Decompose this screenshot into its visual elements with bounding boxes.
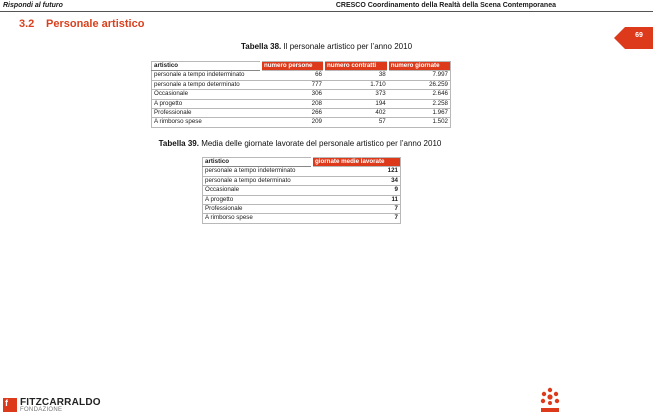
table39-caption-text: Media delle giornate lavorate del personale artistico per l’anno 2010 xyxy=(198,139,442,148)
table38-caption-text: Il personale artistico per l’anno 2010 xyxy=(281,42,413,51)
cell-value: 777 xyxy=(261,80,324,89)
row-label: personale a tempo indeterminato xyxy=(152,71,262,80)
table39-col-header: giornate medie lavorate xyxy=(312,158,401,167)
table39 xyxy=(202,157,401,224)
table38-col-header: artistico xyxy=(152,62,262,71)
table38-header-row xyxy=(152,62,451,71)
section-heading xyxy=(19,18,144,30)
row-label: Professionale xyxy=(203,205,313,214)
cell-value: 1.710 xyxy=(324,80,388,89)
cell-value: 209 xyxy=(261,118,324,127)
header-right-title: CRESCO Coordinamento della Realtà della Scena Contemporanea xyxy=(335,2,556,9)
table-row xyxy=(203,195,401,204)
fitzcarraldo-sub: FONDAZIONE xyxy=(20,407,63,413)
fitzcarraldo-mark-icon: f xyxy=(3,398,17,412)
table39-col-header: artistico xyxy=(203,158,313,167)
table38-col-header: numero giornate xyxy=(388,62,451,71)
cell-value: 57 xyxy=(324,118,388,127)
table-row xyxy=(152,99,451,108)
row-label: A rimborso spese xyxy=(203,214,313,223)
row-label: Occasionale xyxy=(152,90,262,99)
cell-value: 11 xyxy=(312,195,401,204)
table-row xyxy=(152,118,451,127)
table-row xyxy=(152,80,451,89)
row-label: Professionale xyxy=(152,109,262,118)
cell-value: 1.967 xyxy=(388,109,451,118)
cell-value: 7.997 xyxy=(388,71,451,80)
table38-caption-label: Tabella 38. xyxy=(240,42,282,51)
cell-value: 26.259 xyxy=(388,80,451,89)
page-number: 69 xyxy=(635,32,643,39)
cresco-logo-icon xyxy=(538,386,562,414)
cell-value: 402 xyxy=(324,109,388,118)
table38-caption xyxy=(0,42,653,51)
cell-value: 2.646 xyxy=(388,90,451,99)
row-label: A progetto xyxy=(152,99,262,108)
table39-header-row xyxy=(203,158,401,167)
header-divider xyxy=(0,11,653,12)
cell-value: 194 xyxy=(324,99,388,108)
table-row xyxy=(203,186,401,195)
table38-col-header: numero persone xyxy=(261,62,324,71)
cell-value: 9 xyxy=(312,186,401,195)
row-label: Occasionale xyxy=(203,186,313,195)
table-row xyxy=(152,109,451,118)
table-row xyxy=(203,176,401,185)
table-row xyxy=(152,90,451,99)
cell-value: 2.258 xyxy=(388,99,451,108)
table38 xyxy=(151,61,451,128)
cell-value: 266 xyxy=(261,109,324,118)
cell-value: 121 xyxy=(312,167,401,176)
cell-value: 34 xyxy=(312,176,401,185)
table-row xyxy=(203,205,401,214)
cell-value: 7 xyxy=(312,205,401,214)
header-left-title: Rispondi al futuro xyxy=(3,2,63,9)
row-label: personale a tempo determinato xyxy=(203,176,313,185)
row-label: personale a tempo determinato xyxy=(152,80,262,89)
row-label: personale a tempo indeterminato xyxy=(203,167,313,176)
cell-value: 66 xyxy=(261,71,324,80)
section-title: Personale artistico xyxy=(46,18,145,30)
table39-caption-label: Tabella 39. xyxy=(158,139,199,148)
table39-caption xyxy=(0,139,600,148)
cell-value: 373 xyxy=(324,90,388,99)
cell-value: 208 xyxy=(261,99,324,108)
cell-value: 306 xyxy=(261,90,324,99)
row-label: A rimborso spese xyxy=(152,118,262,127)
section-number: 3.2 xyxy=(19,18,35,30)
cell-value: 38 xyxy=(324,71,388,80)
table-row xyxy=(203,214,401,223)
table-row xyxy=(152,71,451,80)
fitzcarraldo-name: FITZCARRALDO xyxy=(20,397,101,408)
cell-value: 1.502 xyxy=(388,118,451,127)
table38-col-header: numero contratti xyxy=(324,62,388,71)
row-label: A progetto xyxy=(203,195,313,204)
table-row xyxy=(203,167,401,176)
cell-value: 7 xyxy=(312,214,401,223)
fitzcarraldo-logo xyxy=(3,396,101,414)
